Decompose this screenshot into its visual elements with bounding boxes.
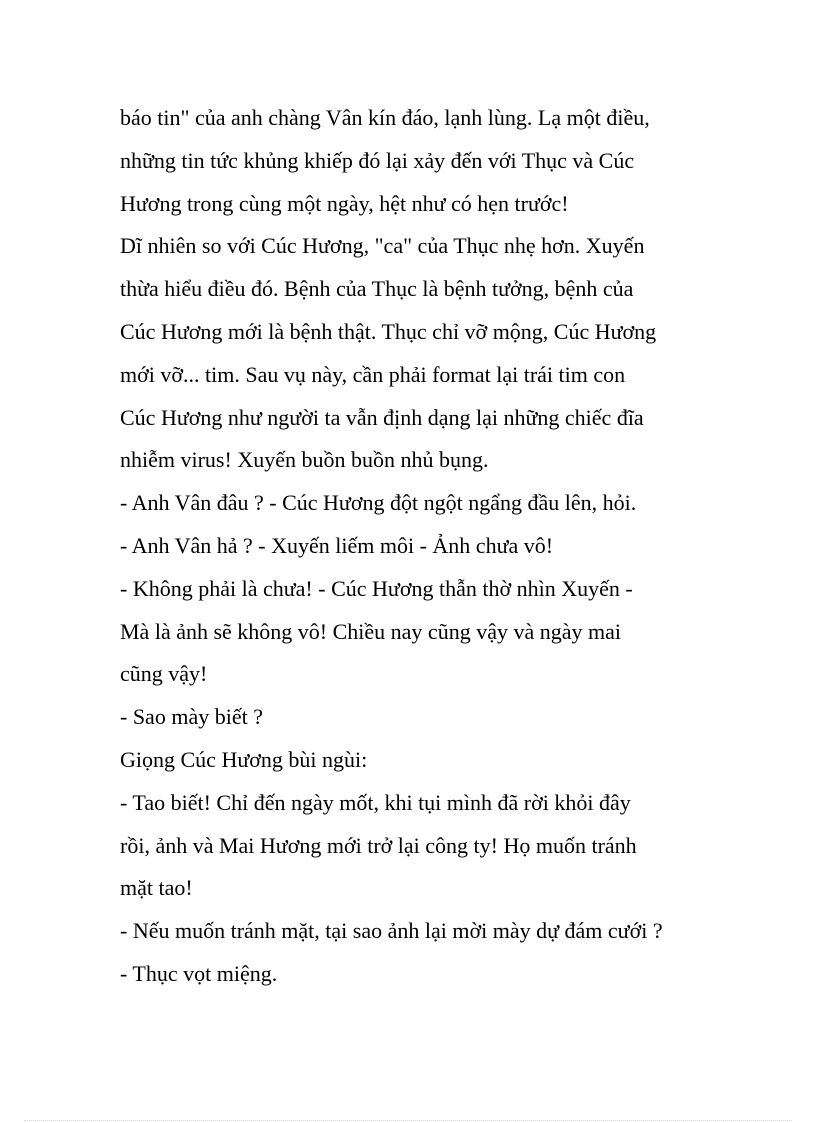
text-line: - Anh Vân đâu ? - Cúc Hương đột ngột ngẩng đầu lên, hỏi. bbox=[120, 490, 637, 516]
text-line: Hương trong cùng một ngày, hệt như có hẹn trước! bbox=[120, 190, 569, 216]
text-line: cũng vậy! bbox=[120, 661, 208, 687]
text-line: nhiễm virus! Xuyến buồn buồn nhủ bụng. bbox=[120, 447, 489, 473]
text-line: thừa hiểu điều đó. Bệnh của Thục là bệnh tưởng, bệnh của bbox=[120, 276, 634, 302]
text-line: - Sao mày biết ? bbox=[120, 704, 263, 730]
text-line: mới vỡ... tim. Sau vụ này, cần phải format lại trái tim con bbox=[120, 361, 626, 387]
text-line: - Thục vọt miệng. bbox=[120, 960, 278, 986]
text-line: - Nếu muốn tránh mặt, tại sao ảnh lại mời mày dự đám cưới ? bbox=[120, 918, 663, 944]
text-line: - Không phải là chưa! - Cúc Hương thẫn thờ nhìn Xuyến - bbox=[120, 575, 633, 601]
page-bottom-edge bbox=[24, 1120, 792, 1121]
text-line: rồi, ảnh và Mai Hương mới trở lại công ty! Họ muốn tránh bbox=[120, 832, 637, 858]
text-line: Mà là ảnh sẽ không vô! Chiều nay cũng vậy và ngày mai bbox=[120, 618, 621, 644]
text-line: Cúc Hương như người ta vẫn định dạng lại những chiếc đĩa bbox=[120, 404, 644, 430]
text-line: những tin tức khủng khiếp đó lại xảy đến với Thục và Cúc bbox=[120, 147, 635, 173]
text-line: - Anh Vân hả ? - Xuyến liếm môi - Ảnh chưa vô! bbox=[120, 532, 554, 558]
text-line: - Tao biết! Chỉ đến ngày mốt, khi tụi mình đã rời khỏi đây bbox=[120, 789, 631, 815]
text-line: Giọng Cúc Hương bùi ngùi: bbox=[120, 746, 368, 772]
text-line: mặt tao! bbox=[120, 875, 193, 901]
text-line: Cúc Hương mới là bệnh thật. Thục chỉ vỡ mộng, Cúc Hương bbox=[120, 318, 657, 344]
text-line: Dĩ nhiên so với Cúc Hương, "ca" của Thục nhẹ hơn. Xuyến bbox=[120, 233, 645, 259]
document-text bbox=[120, 97, 710, 996]
text-line: báo tin" của anh chàng Vân kín đáo, lạnh lùng. Lạ một điều, bbox=[120, 105, 650, 130]
